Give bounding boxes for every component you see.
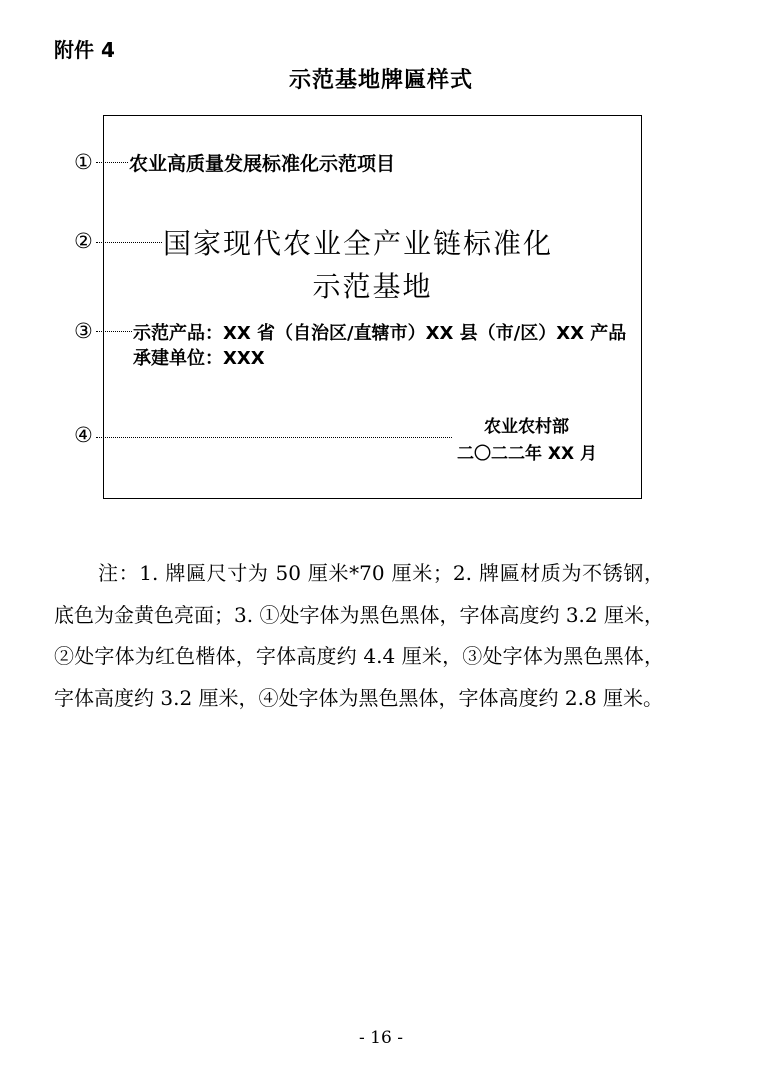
leader-line-2 xyxy=(96,242,162,243)
marker-3: ③ xyxy=(74,319,93,343)
page-number: - 16 - xyxy=(359,1028,403,1048)
unit-line: 承建单位：XXX xyxy=(133,348,265,369)
note-paragraph: 注：1. 牌匾尺寸为 50 厘米*70 厘米；2. 牌匾材质为不锈钢，底色为金黄色亮面；3. ①处字体为黑色黑体，字体高度约 3.2 厘米，②处字体为红色楷体，字体高度约 4.4 厘米，③处字体为黑色黑体，字体高度约 3.2 厘米，④处字体为黑色黑体，字体高度约 2.8 厘米。 xyxy=(54,561,664,710)
project-name: 农业高质量发展标准化示范项目 xyxy=(129,153,396,175)
marker-1: ① xyxy=(74,150,93,174)
leader-line-1 xyxy=(96,162,128,163)
leader-line-4 xyxy=(96,437,452,438)
leader-line-3 xyxy=(96,331,132,332)
attachment-label: 附件 4 xyxy=(54,38,115,62)
base-name-line2: 示范基地 xyxy=(312,270,433,303)
product-line: 示范产品：XX 省（自治区/直辖市）XX 县（市/区）XX 产品 xyxy=(133,323,627,344)
issue-date: 二〇二二年 XX 月 xyxy=(457,444,598,464)
issuer: 农业农村部 xyxy=(484,417,569,437)
document-title: 示范基地牌匾样式 xyxy=(288,68,473,93)
marker-2: ② xyxy=(74,229,93,253)
base-name-line1: 国家现代农业全产业链标准化 xyxy=(163,227,554,260)
marker-4: ④ xyxy=(74,423,93,447)
